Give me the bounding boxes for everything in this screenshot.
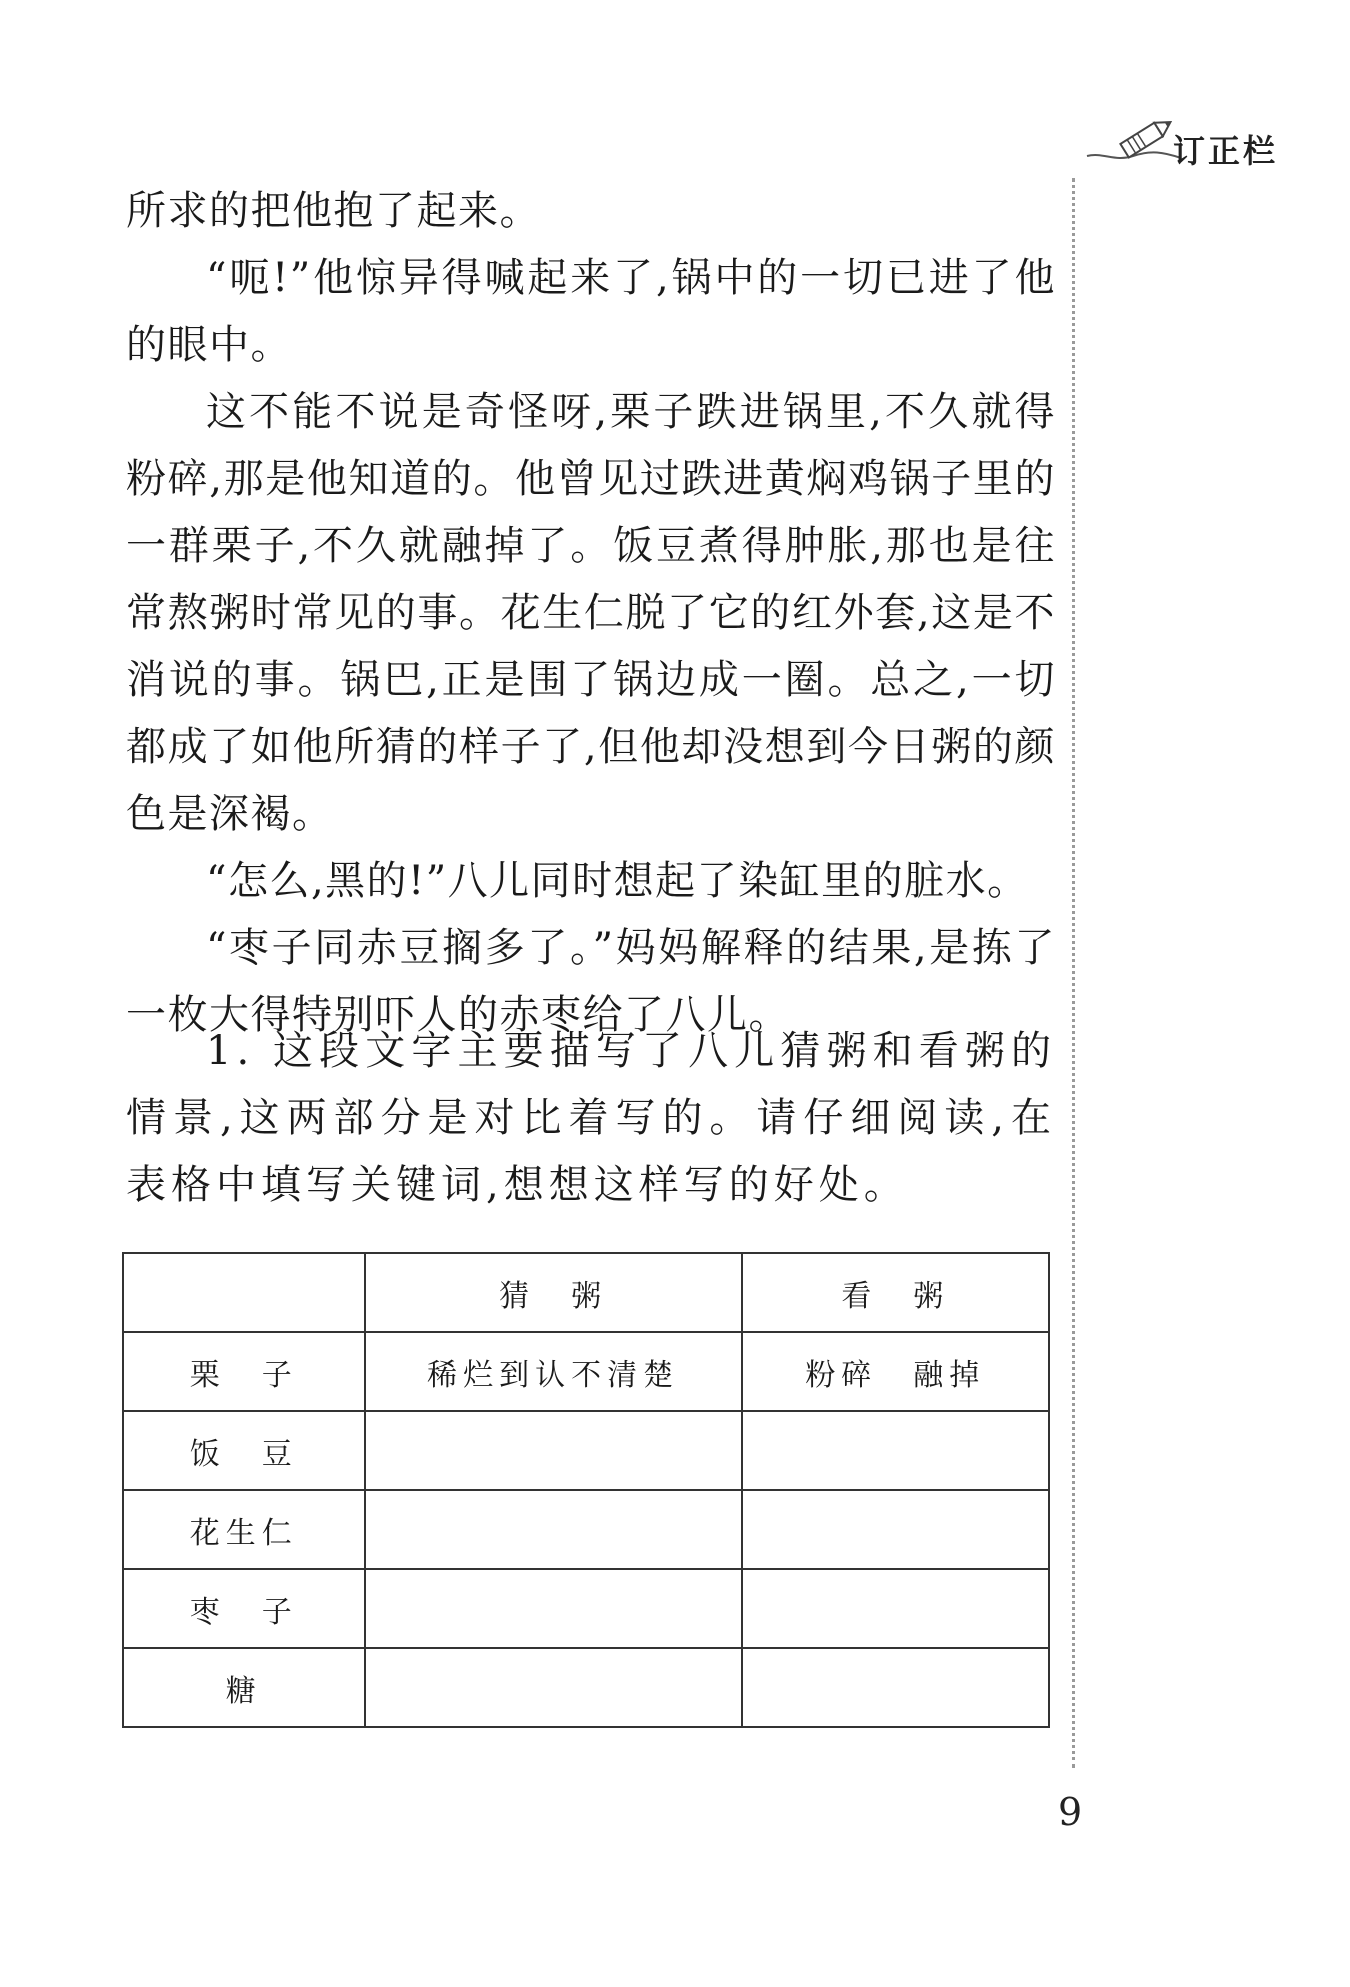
table-cell-guess[interactable]: 稀烂到认不清楚 [365, 1332, 742, 1411]
table-cell-guess[interactable] [365, 1648, 742, 1727]
table-cell-item: 饭 豆 [123, 1411, 365, 1490]
table-row [123, 1332, 1049, 1411]
passage-paragraph: “怎么,黑的!”八儿同时想起了染缸里的脏水。 [206, 858, 1029, 904]
table-cell-see[interactable]: 粉碎 融掉 [742, 1332, 1049, 1411]
table-header-guess: 猜 粥 [365, 1253, 742, 1332]
table-row [123, 1648, 1049, 1727]
table-row [123, 1569, 1049, 1648]
correction-column-divider [1072, 178, 1075, 1768]
reading-passage [126, 178, 1056, 1049]
table-header-corner [123, 1253, 365, 1332]
table-cell-item: 栗 子 [123, 1332, 365, 1411]
question-1: 1. 这段文字主要描写了八儿猜粥和看粥的情景,这两部分是对比着写的。请仔细阅读,在表格中填写关键词,想想这样写的好处。 [126, 1028, 1056, 1208]
table-cell-see[interactable] [742, 1411, 1049, 1490]
table-cell-see[interactable] [742, 1648, 1049, 1727]
table-cell-guess[interactable] [365, 1490, 742, 1569]
table-header-see: 看 粥 [742, 1253, 1049, 1332]
table-cell-item: 糖 [123, 1648, 365, 1727]
passage-paragraph: “枣子同赤豆搁多了。”妈妈解释的结果,是拣了一枚大得特别吓人的赤枣给了八儿。 [126, 925, 1056, 1038]
table-cell-see[interactable] [742, 1490, 1049, 1569]
correction-column-header [1085, 112, 1295, 172]
table-cell-guess[interactable] [365, 1569, 742, 1648]
table-cell-item: 花生仁 [123, 1490, 365, 1569]
passage-paragraph: 这不能不说是奇怪呀,栗子跌进锅里,不久就得粉碎,那是他知道的。他曾见过跌进黄焖鸡锅子里的一群栗子,不久就融掉了。饭豆煮得肿胀,那也是往常熬粥时常见的事。花生仁脱了它的红外套,这是不消说的事。锅巴,正是围了锅边成一圈。总之,一切都成了如他所猜的样子了,但他却没想到今日粥的颜色是深褐。 [126, 389, 1056, 837]
keyword-table [122, 1252, 1050, 1728]
table-row [123, 1411, 1049, 1490]
correction-column-label: 订正栏 [1173, 132, 1279, 170]
pencil-icon [1085, 112, 1185, 168]
page-number: 9 [1058, 1790, 1083, 1834]
table-cell-see[interactable] [742, 1569, 1049, 1648]
table-cell-guess[interactable] [365, 1411, 742, 1490]
passage-paragraph: “呃!”他惊异得喊起来了,锅中的一切已进了他的眼中。 [126, 255, 1056, 368]
table-row [123, 1490, 1049, 1569]
table-cell-item: 枣 子 [123, 1569, 365, 1648]
passage-paragraph: 所求的把他抱了起来。 [126, 188, 541, 234]
table-header-row [123, 1253, 1049, 1332]
